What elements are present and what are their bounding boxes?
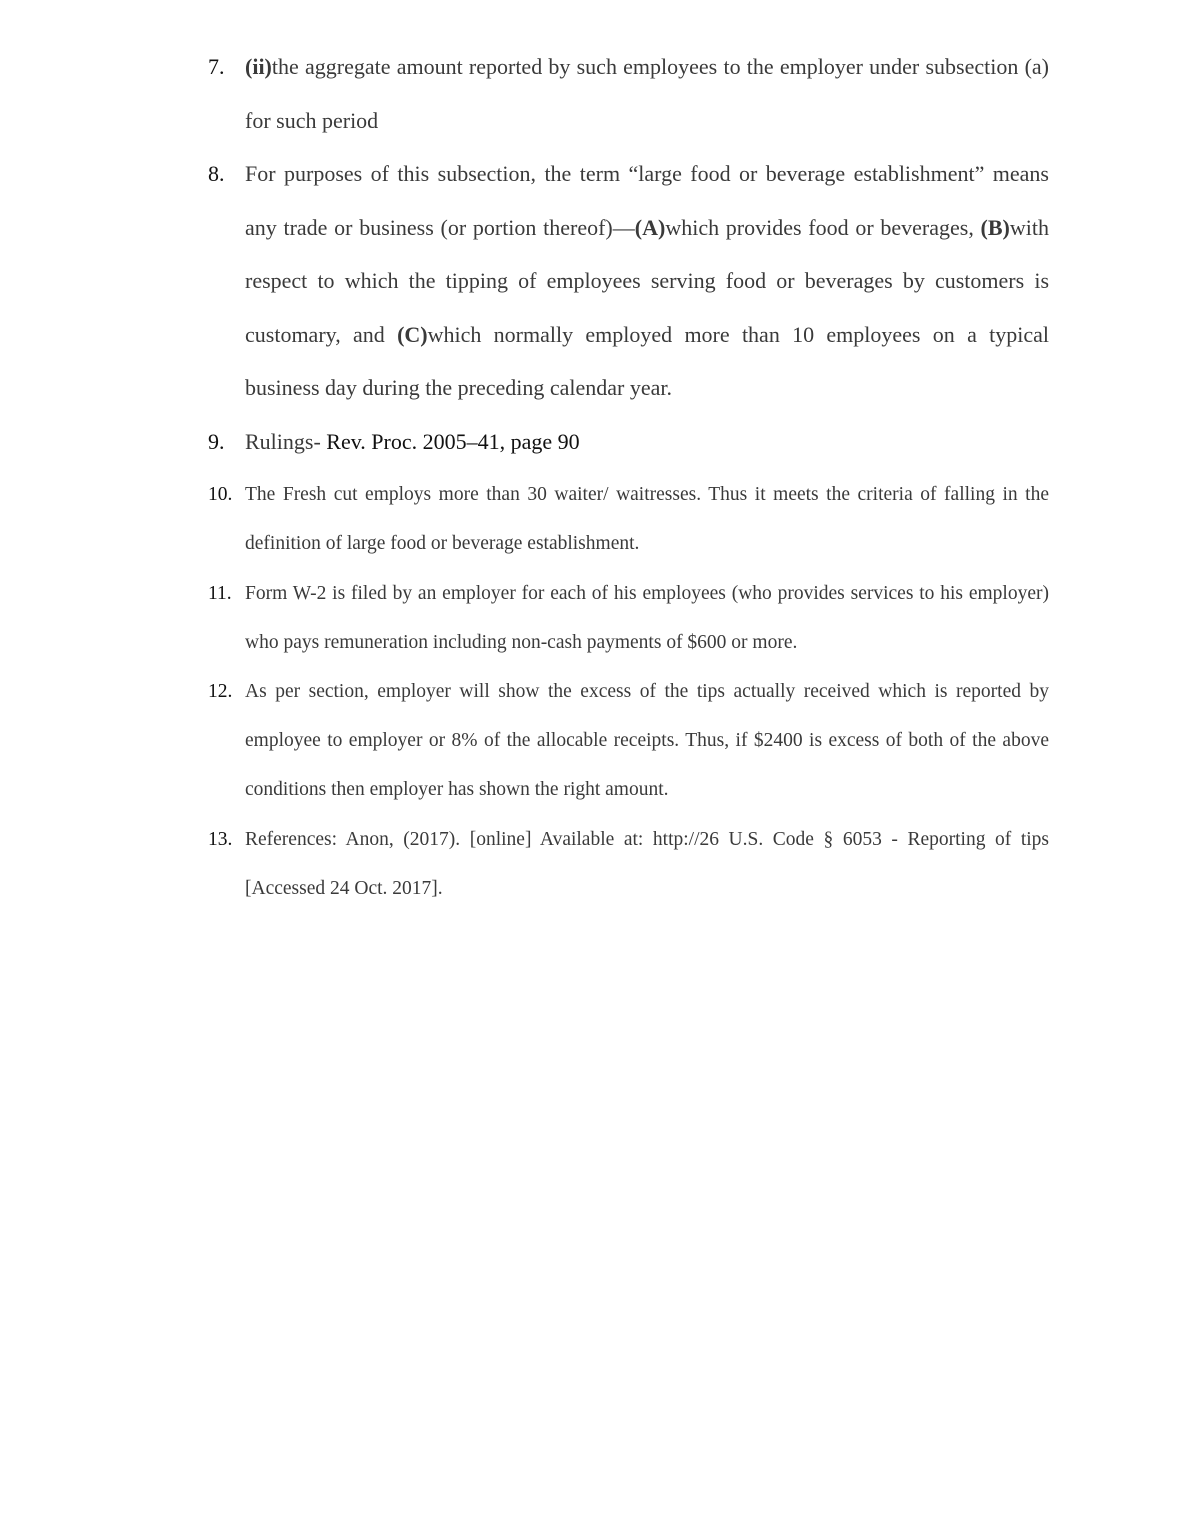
text-run: with respect to which the tipping of employees serving food or beverages by customers is customary, and [245, 214, 1049, 347]
text-run: For purposes of this subsection, the term “large food or beverage establishment” means any trade or business (or portion thereof)— [245, 161, 1049, 240]
list-item-text [245, 415, 1049, 469]
list-number: 13. [208, 829, 233, 850]
list-number: 12. [208, 681, 233, 702]
list-item-12 [208, 667, 1049, 815]
subclause-marker: (C) [397, 321, 428, 347]
subclause-marker: (A) [634, 214, 666, 240]
list-item-11 [208, 569, 1049, 667]
text-run: As per section, employer will show the excess of the tips actually received which is reported by employee to employer or 8% of the allocable receipts. Thus, if $2400 is excess of both of the above conditions then employer has shown the right amount. [245, 681, 1049, 801]
list-item-text [245, 40, 1049, 147]
list-item-text [245, 667, 1049, 815]
list-item-text [245, 470, 1049, 568]
text-run: Rulings- [245, 429, 327, 454]
list-number: 11. [208, 583, 232, 604]
subclause-marker: (ii) [245, 54, 272, 79]
list-item-text [245, 569, 1049, 667]
text-run: which normally employed more than 10 employees on a typical business day during the preceding calendar year. [245, 321, 1049, 401]
list-item-text [245, 815, 1049, 913]
text-run: which provides food or beverages, [665, 214, 981, 240]
list-number: 7. [208, 54, 225, 79]
list-item-10 [208, 470, 1049, 568]
list-item-13 [208, 815, 1049, 913]
list-item-9 [208, 415, 1049, 469]
list-number: 8. [208, 161, 225, 186]
text-run: the aggregate amount reported by such employees to the employer under subsection (a) for such period [245, 54, 1049, 133]
text-run: Form W-2 is filed by an employer for each of his employees (who provides services to his employer) who pays remuneration including non-cash payments of $600 or more. [245, 583, 1049, 654]
subclause-marker: (B) [980, 214, 1010, 240]
text-run: The Fresh cut employs more than 30 waiter/ waitresses. Thus it meets the criteria of falling in the definition of large food or beverage establishment. [245, 484, 1049, 555]
list-number: 9. [208, 429, 225, 454]
list-number: 10. [208, 484, 233, 505]
ruling-citation: Rev. Proc. 2005–41, page 90 [326, 429, 580, 454]
list-item-7 [208, 40, 1049, 147]
list-item-text [245, 147, 1049, 415]
list-item-8 [208, 147, 1049, 415]
reference-text: References: Anon, (2017). [online] Available at: http://26 U.S. Code § 6053 - Reporting of tips [Accessed 24 Oct. 2017]. [245, 829, 1049, 900]
